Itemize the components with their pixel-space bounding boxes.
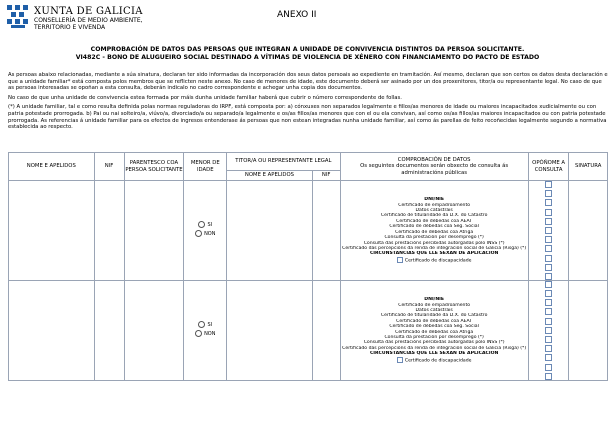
name-cell[interactable] — [9, 280, 95, 380]
header-nif: NIF — [94, 153, 124, 181]
header-minor: MENOR DE IDADE — [184, 153, 227, 181]
signature-cell[interactable] — [569, 181, 608, 281]
doc-item: Consulta da prestación por desemprego (*) — [384, 334, 484, 340]
relation-cell[interactable] — [124, 181, 184, 281]
doc-item: DNI/NIE — [424, 297, 445, 303]
doc-item: Consulta das prestacións percibidas autorgadas polo INSS (*) — [363, 240, 505, 246]
org-brand — [34, 6, 143, 31]
disability-item: Certificado de discapacidade — [341, 257, 528, 264]
doc-item: Certificado de débedas coa AEAT — [396, 218, 473, 224]
oppose-checkbox[interactable] — [545, 308, 552, 315]
signature-cell[interactable] — [569, 280, 608, 380]
member-row-1 — [9, 181, 608, 281]
oppose-checkbox[interactable] — [545, 264, 552, 271]
doc-item: Certificado de débedas coa Seg. Social — [389, 224, 479, 230]
member-row-2 — [9, 280, 608, 380]
doc-item: Datos catastrais — [415, 307, 453, 313]
doc-item: Certificado de empadroamento — [398, 202, 471, 208]
nif-cell[interactable] — [94, 181, 124, 281]
oppose-checkbox[interactable] — [545, 236, 552, 243]
oppose-cell — [528, 181, 569, 281]
minor-yes-radio[interactable]: SI — [198, 221, 212, 228]
oppose-checkbox[interactable] — [545, 336, 552, 343]
header-check-sub: Os seguintes documentos serán obxecto de consulta ás administracións públicas — [360, 163, 509, 176]
header-tutor-name: NOME E APELIDOS — [227, 171, 313, 181]
oppose-checkbox[interactable] — [545, 373, 552, 380]
oppose-checkbox[interactable] — [545, 290, 552, 297]
disability-checkbox[interactable] — [397, 257, 403, 263]
tutor-nif-cell[interactable] — [312, 181, 340, 281]
disability-checkbox[interactable] — [397, 357, 403, 363]
form-titles — [0, 46, 615, 62]
header-sign: SINATURA — [569, 153, 608, 181]
header-oppose: OPÓÑOME A CONSULTA — [528, 153, 569, 181]
org-line2: CONSELLERÍA DE MEDIO AMBIENTE, — [34, 17, 143, 24]
oppose-checkbox[interactable] — [545, 209, 552, 216]
oppose-checkbox[interactable] — [545, 218, 552, 225]
header — [6, 4, 609, 44]
disability-item: Certificado de discapacidade — [341, 357, 528, 364]
tutor-nif-cell[interactable] — [312, 280, 340, 380]
doc-list — [340, 181, 528, 281]
minor-no-radio[interactable]: NON — [195, 330, 215, 337]
doc-item: Certificado de débedas coa Atriga — [395, 229, 474, 235]
declaration-text — [8, 72, 608, 134]
header-tutor-nif: NIF — [312, 171, 340, 181]
nif-cell[interactable] — [94, 280, 124, 380]
oppose-checkbox[interactable] — [545, 281, 552, 288]
header-tutor: TITOR/A OU REPRESENTANTE LEGAL — [227, 153, 340, 171]
oppose-checkbox[interactable] — [545, 255, 552, 262]
annex-label: ANEXO II — [277, 10, 317, 20]
oppose-checkbox[interactable] — [545, 227, 552, 234]
doc-item: Certificado de débedas coa Atriga — [395, 329, 474, 335]
oppose-checkbox[interactable] — [545, 299, 552, 306]
org-line3: TERRITORIO E VIVENDA — [34, 24, 106, 31]
title-line2: VI482C - BONO DE ALUGUEIRO SOCIAL DESTINADO A VÍTIMAS DE VIOLENCIA DE XÉNERO CON FINANCIAMENTO DO PACTO DE ESTADO — [75, 54, 540, 61]
oppose-checkbox[interactable] — [545, 318, 552, 325]
doc-item: Certificado de débedas coa Seg. Social — [389, 324, 479, 330]
doc-item: Certificado de empadroamento — [398, 302, 471, 308]
minor-cell — [184, 280, 227, 380]
header-check-title: COMPROBACIÓN DE DATOS — [397, 156, 471, 163]
doc-item: Certificado de titularidade da D.X. do Catastro — [380, 313, 488, 319]
tutor-name-cell[interactable] — [227, 280, 313, 380]
header-name: NOME E APELIDOS — [9, 153, 95, 181]
doc-item: Consulta das prestacións percibidas autorgadas polo INSS (*) — [363, 340, 505, 346]
oppose-checkbox[interactable] — [545, 190, 552, 197]
doc-item: Certificado das percepcións da renda de integración social de Galicia (Risga) (*) — [342, 245, 527, 251]
header-relation: PARENTESCO COA PERSOA SOLICITANTE — [124, 153, 184, 181]
tutor-name-cell[interactable] — [227, 181, 313, 281]
oppose-checkbox[interactable] — [545, 273, 552, 280]
title-line1: COMPROBACIÓN DE DATOS DAS PERSOAS QUE INTEGRAN A UNIDADE DE CONVIVENCIA DISTINTOS DA PERSOA SOLICITANTE. — [90, 46, 525, 53]
oppose-checkbox[interactable] — [545, 181, 552, 188]
members-table — [8, 152, 608, 381]
xunta-logo-icon — [6, 4, 30, 30]
minor-yes-radio[interactable]: SI — [198, 321, 212, 328]
minor-cell — [184, 181, 227, 281]
oppose-cell — [528, 280, 569, 380]
circumstances-header: CIRCUNSTANCIAS QUE LLE SEXAN DE APLICACIÓN — [369, 351, 499, 357]
doc-item: Datos catastrais — [415, 208, 453, 214]
doc-list — [340, 280, 528, 380]
circumstances-header: CIRCUNSTANCIAS QUE LLE SEXAN DE APLICACIÓN — [369, 251, 499, 257]
paragraph-3: (*) A unidade familiar, tal e como resulta definida polas normas reguladoras do IRPF, está composta por: a) cónxuxes non separados legalmente e fillos/as menores de idade ou maiores incapacitados xudicialmente ou con patria potestade prorrogada. b) Pai ou nai solteiro/a, viúvo/a, divorciado/a ou separado/a legalmente e os/as fillos/as menores que con el ou ela convivan, así como os/as fillos/as maiores incapacitados ou con patria potestade prorrogada. As referencias á unidade familiar para os efectos de ingresos entenderase ás persoas que non estean integradas nunha unidade familiar, así como ás parellas de feito recoñecidas legalmente segundo a normativa establecida ao respecto. — [8, 104, 607, 131]
relation-cell[interactable] — [124, 280, 184, 380]
org-name: XUNTA DE GALICIA — [34, 6, 143, 17]
doc-item: Certificado de titularidade da D.X. do Catastro — [380, 213, 488, 219]
doc-item: Consulta da prestación por desemprego (*) — [384, 235, 484, 241]
oppose-checkbox[interactable] — [545, 199, 552, 206]
doc-item: Certificado das percepcións da renda de integración social de Galicia (Risga) (*) — [342, 345, 527, 351]
doc-item: DNI/NIE — [424, 197, 445, 203]
oppose-checkbox[interactable] — [545, 245, 552, 252]
doc-item: Certificado de débedas coa AEAT — [396, 318, 473, 324]
paragraph-2: No caso de que unha unidade de convivencia estea formada por máis dunha unidade familiar haberá que cubrir o número correspondente de follas. — [8, 94, 402, 101]
oppose-checkbox[interactable] — [545, 345, 552, 352]
oppose-checkbox[interactable] — [545, 327, 552, 334]
header-check — [340, 153, 528, 181]
paragraph-1: As persoas abaixo relacionadas, mediante a súa sinatura, declaran ter sido informadas da incorporación dos seus datos persoais ao expediente en tramitación. Así mesmo, declaran que son certos os datos desta declaración e que a unidade familiar* está composta polos membros que se reflicten neste anexo. No caso de menores de idade, este documento deberá ser asinado por un dos proxenitores, titor/a ou representante legal. No caso de que as persoas interesadas se opoñan a esta consulta, deberán indicalo no cadro correspondente e achegar unha copia dos documentos. — [8, 72, 608, 92]
oppose-checkbox[interactable] — [545, 364, 552, 371]
minor-no-radio[interactable]: NON — [195, 230, 215, 237]
oppose-checkbox[interactable] — [545, 354, 552, 361]
name-cell[interactable] — [9, 181, 95, 281]
